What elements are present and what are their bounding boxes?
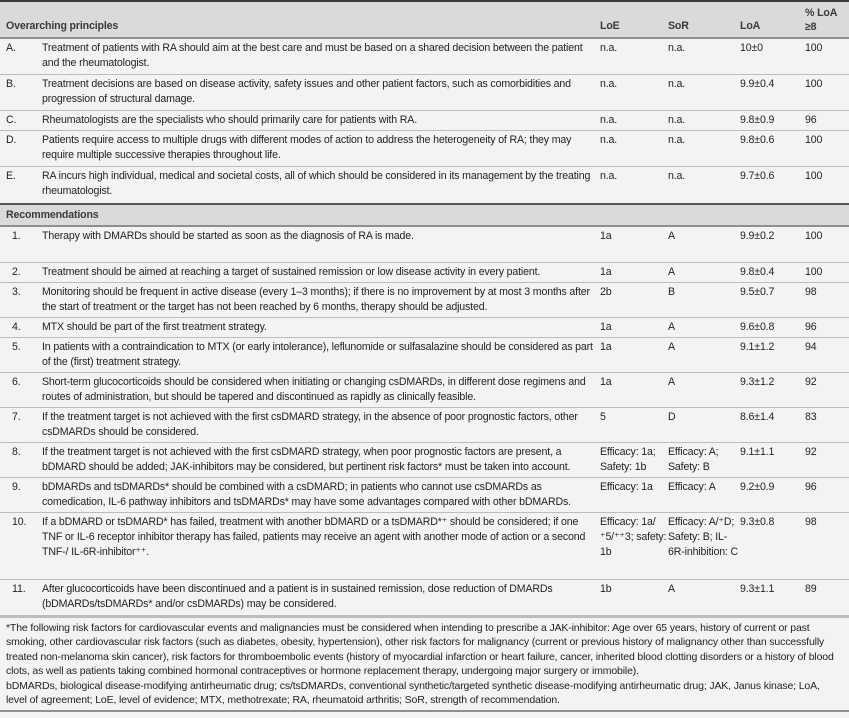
row-pct-loa: 92 <box>805 372 849 407</box>
row-sor: Efficacy: A/⁺D; Safety: B; IL-6R-inhibition: C <box>668 512 740 579</box>
table-row <box>0 226 849 262</box>
row-number: D. <box>0 130 42 166</box>
row-loe: Efficacy: 1a/⁺5/⁺⁺3; safety: 1b <box>600 512 668 579</box>
row-loe: 5 <box>600 407 668 442</box>
table-row <box>0 130 849 166</box>
row-loa: 9.3±0.8 <box>740 512 805 579</box>
row-sor: A <box>668 226 740 262</box>
row-sor: n.a. <box>668 74 740 110</box>
principles-section <box>0 38 849 204</box>
row-pct-loa: 98 <box>805 512 849 579</box>
row-number: A. <box>0 38 42 74</box>
table-row <box>0 407 849 442</box>
table-row <box>0 262 849 282</box>
row-sor: n.a. <box>668 110 740 130</box>
row-text: RA incurs high individual, medical and societal costs, all of which should be considered in its management by the treating rheumatologist. <box>42 166 600 204</box>
row-loa: 9.1±1.2 <box>740 337 805 372</box>
table-row <box>0 110 849 130</box>
row-sor: n.a. <box>668 38 740 74</box>
row-pct-loa: 94 <box>805 337 849 372</box>
row-sor: D <box>668 407 740 442</box>
row-text: MTX should be part of the first treatment strategy. <box>42 317 600 337</box>
row-loa: 8.6±1.4 <box>740 407 805 442</box>
row-sor: A <box>668 337 740 372</box>
row-sor: Efficacy: A; Safety: B <box>668 442 740 477</box>
row-loa: 9.3±1.1 <box>740 579 805 615</box>
row-loa: 9.7±0.6 <box>740 166 805 204</box>
row-text: Rheumatologists are the specialists who should primarily care for patients with RA. <box>42 110 600 130</box>
row-loe: 1a <box>600 317 668 337</box>
table-row <box>0 477 849 512</box>
row-number: 11. <box>0 579 42 615</box>
row-text: Therapy with DMARDs should be started as soon as the diagnosis of RA is made. <box>42 226 600 262</box>
row-text: Short-term glucocorticoids should be considered when initiating or changing csDMARDs, in different dose regimens and routes of administration, but should be tapered and discontinued as rapidly as clinically feasible. <box>42 372 600 407</box>
footnote-abbreviations: bDMARDs, biological disease-modifying antirheumatic drug; cs/tsDMARDs, conventional synthetic/targeted synthetic disease-modifying antirheumatic drug; JAK, Janus kinase; LoA, level of agreement; LoE, level of evidence; MTX, methotrexate; RA, rheumatoid arthritis; SoR, strength of recommendation. <box>6 679 820 707</box>
row-pct-loa: 100 <box>805 262 849 282</box>
row-text: bDMARDs and tsDMARDs* should be combined with a csDMARD; in patients who cannot use csDMARDs as comedication, IL-6 pathway inhibitors and tsDMARDs* may have some advantages compared with other bDMARDs. <box>42 477 600 512</box>
recommendations-table <box>0 2 849 616</box>
row-text: Monitoring should be frequent in active disease (every 1–3 months); if there is no improvement by at most 3 months after the start of treatment or the target has not been reached by 6 months, therapy should be adjusted. <box>42 282 600 317</box>
header-sor: SoR <box>668 2 740 38</box>
table-header-row <box>0 2 849 38</box>
row-loe: n.a. <box>600 166 668 204</box>
row-loe: Efficacy: 1a; Safety: 1b <box>600 442 668 477</box>
row-number: 7. <box>0 407 42 442</box>
table-row <box>0 317 849 337</box>
row-pct-loa: 100 <box>805 130 849 166</box>
table-row <box>0 282 849 317</box>
row-number: 9. <box>0 477 42 512</box>
row-text: If a bDMARD or tsDMARD* has failed, treatment with another bDMARD or a tsDMARD*⁺ should be considered; if one TNF or IL-6 receptor inhibitor therapy has failed, patients may receive an agent with another mode of action or a second TNF-/ IL-6R-inhibitor⁺⁺. <box>42 512 600 579</box>
row-loa: 9.9±0.4 <box>740 74 805 110</box>
row-number: 6. <box>0 372 42 407</box>
row-sor: A <box>668 372 740 407</box>
row-number: 1. <box>0 226 42 262</box>
header-loe: LoE <box>600 2 668 38</box>
row-loa: 9.1±1.1 <box>740 442 805 477</box>
table-row <box>0 38 849 74</box>
row-loe: 1a <box>600 337 668 372</box>
row-number: C. <box>0 110 42 130</box>
header-pct-loa: % LoA ≥8 <box>805 2 849 38</box>
row-number: 4. <box>0 317 42 337</box>
table-row <box>0 74 849 110</box>
row-pct-loa: 100 <box>805 166 849 204</box>
row-loa: 9.8±0.4 <box>740 262 805 282</box>
table-row <box>0 579 849 615</box>
row-text: If the treatment target is not achieved with the first csDMARD strategy, in the absence of poor prognostic factors, other csDMARDs should be considered. <box>42 407 600 442</box>
recommendations-section-header <box>0 204 849 226</box>
recommendations-section <box>0 226 849 615</box>
recommendations-heading: Recommendations <box>0 204 849 226</box>
header-loa: LoA <box>740 2 805 38</box>
row-loa: 9.5±0.7 <box>740 282 805 317</box>
row-sor: A <box>668 262 740 282</box>
row-sor: n.a. <box>668 130 740 166</box>
row-number: 3. <box>0 282 42 317</box>
table-row <box>0 372 849 407</box>
row-text: If the treatment target is not achieved with the first csDMARD strategy, when poor prognostic factors are present, a bDMARD should be added; JAK-inhibitors may be considered, but pertinent risk factors* must be taken into account. <box>42 442 600 477</box>
table-row <box>0 442 849 477</box>
row-loa: 9.8±0.6 <box>740 130 805 166</box>
row-pct-loa: 96 <box>805 110 849 130</box>
table-row <box>0 512 849 579</box>
row-loe: Efficacy: 1a <box>600 477 668 512</box>
table-footnotes <box>0 616 849 713</box>
row-loe: 2b <box>600 282 668 317</box>
row-text: Treatment should be aimed at reaching a target of sustained remission or low disease activity in every patient. <box>42 262 600 282</box>
row-pct-loa: 100 <box>805 74 849 110</box>
row-loa: 9.8±0.9 <box>740 110 805 130</box>
table-row <box>0 337 849 372</box>
row-loe: n.a. <box>600 110 668 130</box>
row-pct-loa: 100 <box>805 226 849 262</box>
row-loa: 9.3±1.2 <box>740 372 805 407</box>
row-loa: 9.6±0.8 <box>740 317 805 337</box>
row-loe: 1a <box>600 372 668 407</box>
row-number: 8. <box>0 442 42 477</box>
row-pct-loa: 96 <box>805 317 849 337</box>
row-number: B. <box>0 74 42 110</box>
row-text: Treatment decisions are based on disease activity, safety issues and other patient factors, such as comorbidities and progression of structural damage. <box>42 74 600 110</box>
row-text: Patients require access to multiple drugs with different modes of action to address the heterogeneity of RA; they may require multiple successive therapies throughout life. <box>42 130 600 166</box>
row-loe: n.a. <box>600 74 668 110</box>
row-pct-loa: 96 <box>805 477 849 512</box>
row-loe: 1b <box>600 579 668 615</box>
row-pct-loa: 100 <box>805 38 849 74</box>
row-loa: 9.9±0.2 <box>740 226 805 262</box>
row-loe: 1a <box>600 262 668 282</box>
footnote-risk-factors: *The following risk factors for cardiovascular events and malignancies must be considered when intending to prescribe a JAK-inhibitor: Age over 65 years, history of current or past smoking, other cardiovascular risk factors (such as diabetes, obesity, hypertension), other risk factors for malignancy (current or previous history of malignancy other than successfully treated non-melanoma skin cancer), risk factors for thromboembolic events (history of myocardial infarction or heart failure, cancer, inherited blood clotting disorders or a history of blood clots, as well as patients taking combined hormonal contraceptives or hormone replacement therapy, undergoing major surgery or immobile). <box>6 621 834 678</box>
row-number: E. <box>0 166 42 204</box>
row-text: In patients with a contraindication to MTX (or early intolerance), leflunomide or sulfasalazine should be considered as part of the (first) treatment strategy. <box>42 337 600 372</box>
row-text: After glucocorticoids have been discontinued and a patient is in sustained remission, dose reduction of DMARDs (bDMARDs/tsDMARDs* and/or csDMARDs) may be considered. <box>42 579 600 615</box>
row-sor: B <box>668 282 740 317</box>
row-sor: Efficacy: A <box>668 477 740 512</box>
row-pct-loa: 83 <box>805 407 849 442</box>
row-loe: n.a. <box>600 38 668 74</box>
row-number: 10. <box>0 512 42 579</box>
table-row <box>0 166 849 204</box>
row-sor: A <box>668 317 740 337</box>
row-pct-loa: 98 <box>805 282 849 317</box>
row-loa: 10±0 <box>740 38 805 74</box>
row-loe: 1a <box>600 226 668 262</box>
row-pct-loa: 92 <box>805 442 849 477</box>
row-text: Treatment of patients with RA should aim at the best care and must be based on a shared decision between the patient and the rheumatologist. <box>42 38 600 74</box>
row-pct-loa: 89 <box>805 579 849 615</box>
header-overarching-principles: Overarching principles <box>0 2 600 38</box>
row-loe: n.a. <box>600 130 668 166</box>
row-loa: 9.2±0.9 <box>740 477 805 512</box>
row-sor: A <box>668 579 740 615</box>
row-number: 2. <box>0 262 42 282</box>
row-number: 5. <box>0 337 42 372</box>
row-sor: n.a. <box>668 166 740 204</box>
